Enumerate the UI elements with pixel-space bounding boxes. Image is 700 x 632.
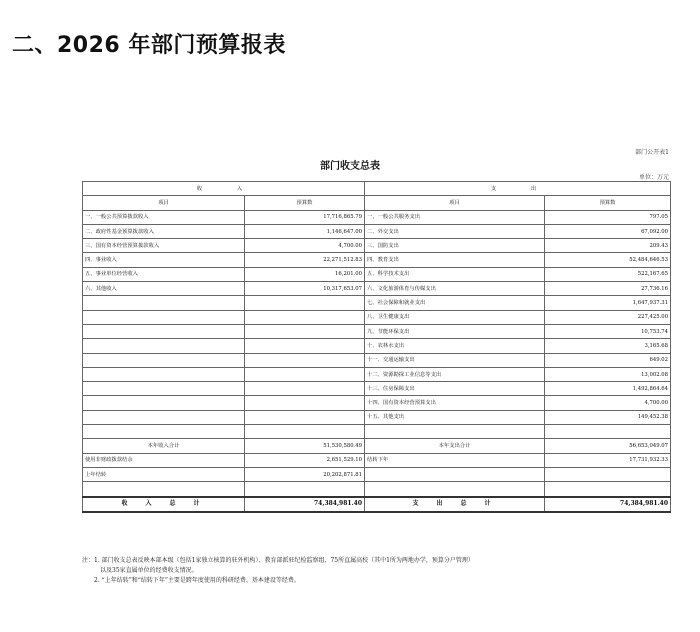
expense-item-header: 项目 xyxy=(365,196,545,210)
expense-item-cell: 七、社会保障和就业支出 xyxy=(365,296,545,310)
income-item-cell: 六、其他收入 xyxy=(83,282,245,296)
expense-value-cell xyxy=(545,482,671,497)
table-title: 部门收支总表 xyxy=(320,161,380,172)
expense-header: 支 出 xyxy=(365,182,671,196)
expense-value-cell: 522,167.65 xyxy=(545,267,671,281)
table-row xyxy=(83,425,671,439)
expense-subtotal-label: 本年支出合计 xyxy=(365,439,545,453)
table-row xyxy=(83,353,671,367)
expense-value-cell: 10,753.74 xyxy=(545,324,671,338)
income-value-cell xyxy=(245,296,365,310)
income-value-cell xyxy=(245,367,365,381)
expense-value-cell: 67,092.00 xyxy=(545,224,671,238)
table-row xyxy=(83,282,671,296)
table-row xyxy=(83,382,671,396)
expense-budget-header: 预算数 xyxy=(545,196,671,210)
income-item-cell: 一、一般公共预算拨款收入 xyxy=(83,210,245,224)
table-row xyxy=(83,497,671,512)
table-row xyxy=(83,296,671,310)
expense-item-cell: 四、教育支出 xyxy=(365,253,545,267)
income-total-value: 74,384,981.40 xyxy=(245,497,365,512)
expense-item-cell: 一、一般公共服务支出 xyxy=(365,210,545,224)
income-value-cell xyxy=(245,410,365,424)
expense-value-cell: 4,700.00 xyxy=(545,396,671,410)
table-row xyxy=(83,453,671,467)
footnotes xyxy=(82,556,474,586)
income-value-cell: 20,202,871.81 xyxy=(245,467,365,481)
expense-item-cell: 三、国防支出 xyxy=(365,239,545,253)
expense-value-cell: 149,452.38 xyxy=(545,410,671,424)
expense-subtotal-value: 56,653,049.07 xyxy=(545,439,671,453)
table-code: 部门公开表1 xyxy=(635,149,669,156)
income-item-cell: 上年结转 xyxy=(83,467,245,481)
table-row xyxy=(83,339,671,353)
income-item-cell xyxy=(83,382,245,396)
income-subtotal-value: 51,530,580.49 xyxy=(245,439,365,453)
table-row xyxy=(83,467,671,481)
expense-item-cell xyxy=(365,482,545,497)
expense-value-cell: 209.43 xyxy=(545,239,671,253)
expense-value-cell: 3,165.68 xyxy=(545,339,671,353)
expense-value-cell: 27,736.16 xyxy=(545,282,671,296)
income-item-cell: 二、政府性基金预算拨款收入 xyxy=(83,224,245,238)
income-total-label: 收 入 总 计 xyxy=(83,497,245,512)
expense-value-cell xyxy=(545,425,671,439)
expense-item-cell: 二、外交支出 xyxy=(365,224,545,238)
note-line: 注：1. 部门收支总表反映本部本级（包括1家独立核算的驻外机构）、教育部派驻纪检监察组、75所直属高校（其中1所为两地办学，预算分户管理） xyxy=(82,557,474,564)
table-row xyxy=(83,253,671,267)
income-value-cell xyxy=(245,396,365,410)
expense-value-cell: 13,002.08 xyxy=(545,367,671,381)
expense-item-cell: 五、科学技术支出 xyxy=(365,267,545,281)
expense-item-cell: 十、农林水支出 xyxy=(365,339,545,353)
unit-label: 单位：万元 xyxy=(638,174,669,181)
expense-total-value: 74,384,981.40 xyxy=(545,497,671,512)
income-item-cell xyxy=(83,339,245,353)
income-item-cell: 三、国有资本经营预算拨款收入 xyxy=(83,239,245,253)
table-row xyxy=(83,324,671,338)
expense-item-cell: 八、卫生健康支出 xyxy=(365,310,545,324)
budget-table xyxy=(82,181,671,513)
table-row xyxy=(83,210,671,224)
expense-value-cell: 649.02 xyxy=(545,353,671,367)
income-budget-header: 预算数 xyxy=(245,196,365,210)
expense-item-cell: 十三、住房保障支出 xyxy=(365,382,545,396)
income-item-header: 项目 xyxy=(83,196,245,210)
table-row xyxy=(83,439,671,453)
table-row xyxy=(83,267,671,281)
income-item-cell xyxy=(83,353,245,367)
income-value-cell: 17,716,865.79 xyxy=(245,210,365,224)
expense-item-cell: 九、节能环保支出 xyxy=(365,324,545,338)
expense-item-cell: 十一、交通运输支出 xyxy=(365,353,545,367)
income-item-cell xyxy=(83,367,245,381)
note-line: 2. “上年结转”和“结转下年”主要是跨年度使用的科研经费、基本建设等经费。 xyxy=(82,577,300,584)
expense-value-cell: 52,484,646.53 xyxy=(545,253,671,267)
table-row xyxy=(83,224,671,238)
income-subtotal-label: 本年收入合计 xyxy=(83,439,245,453)
expense-item-cell: 六、文化旅游体育与传媒支出 xyxy=(365,282,545,296)
income-item-cell xyxy=(83,425,245,439)
expense-value-cell: 797.05 xyxy=(545,210,671,224)
table-row xyxy=(83,367,671,381)
income-value-cell: 16,201.00 xyxy=(245,267,365,281)
expense-item-cell: 十五、其他支出 xyxy=(365,410,545,424)
income-value-cell xyxy=(245,339,365,353)
table-row xyxy=(83,482,671,497)
income-item-cell: 使用非财政拨款结余 xyxy=(83,453,245,467)
income-value-cell: 22,271,512.83 xyxy=(245,253,365,267)
income-value-cell xyxy=(245,425,365,439)
table-row xyxy=(83,310,671,324)
income-value-cell xyxy=(245,382,365,396)
income-item-cell xyxy=(83,396,245,410)
income-value-cell: 1,146,647.00 xyxy=(245,224,365,238)
expense-value-cell: 1,492,864.64 xyxy=(545,382,671,396)
expense-value-cell xyxy=(545,467,671,481)
income-value-cell xyxy=(245,353,365,367)
income-value-cell: 10,317,653.07 xyxy=(245,282,365,296)
expense-item-cell: 十四、国有资本经营预算支出 xyxy=(365,396,545,410)
expense-value-cell: 1,647,937.31 xyxy=(545,296,671,310)
expense-item-cell: 结转下年 xyxy=(365,453,545,467)
table-header-row xyxy=(83,196,671,210)
income-item-cell xyxy=(83,296,245,310)
income-item-cell: 四、事业收入 xyxy=(83,253,245,267)
expense-value-cell: 227,425.00 xyxy=(545,310,671,324)
income-item-cell xyxy=(83,482,245,497)
table-header-group-row xyxy=(83,182,671,196)
expense-item-cell: 十二、资源勘探工业信息等支出 xyxy=(365,367,545,381)
income-header: 收 入 xyxy=(83,182,365,196)
expense-value-cell: 17,731,932.33 xyxy=(545,453,671,467)
table-row xyxy=(83,396,671,410)
income-value-cell: 4,700.00 xyxy=(245,239,365,253)
income-value-cell: 2,651,529.10 xyxy=(245,453,365,467)
note-line: 以及35家直属单位的经费收支情况。 xyxy=(82,567,198,574)
expense-item-cell xyxy=(365,425,545,439)
income-value-cell xyxy=(245,310,365,324)
income-value-cell xyxy=(245,324,365,338)
table-row xyxy=(83,239,671,253)
income-item-cell: 五、事业单位经营收入 xyxy=(83,267,245,281)
expense-item-cell xyxy=(365,467,545,481)
table-row xyxy=(83,410,671,424)
expense-total-label: 支 出 总 计 xyxy=(365,497,545,512)
income-item-cell xyxy=(83,410,245,424)
income-value-cell xyxy=(245,482,365,497)
page-heading: 二、2026 年部门预算报表 xyxy=(12,33,286,58)
income-item-cell xyxy=(83,324,245,338)
income-item-cell xyxy=(83,310,245,324)
